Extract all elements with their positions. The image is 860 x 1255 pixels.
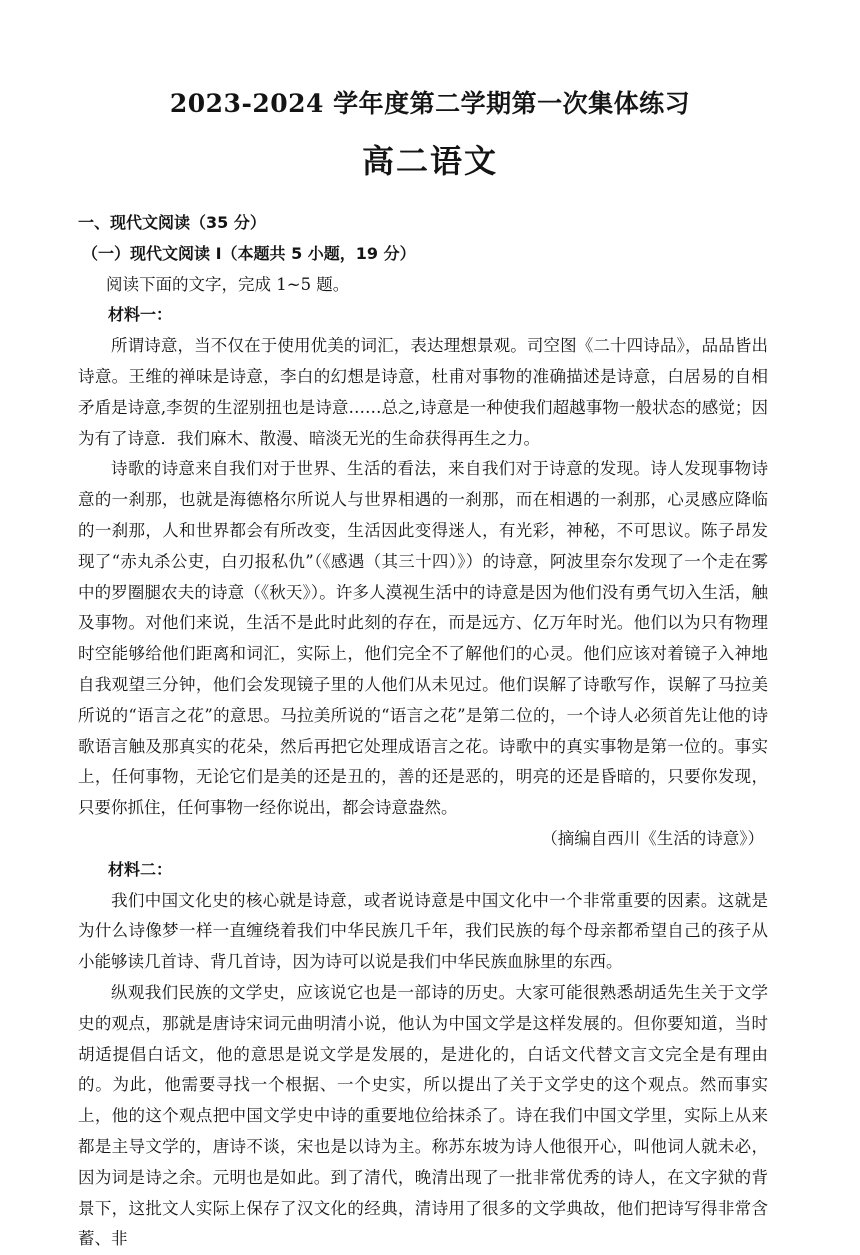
subsection-heading: （一）现代文阅读 I（本题共 5 小题，19 分） [82,243,416,263]
material1-label: 材料一： [108,305,173,325]
material1-paragraph-1: 所谓诗意，当不仅在于使用优美的词汇，表达理想景观。司空图《二十四诗品》，品品皆出诗意。王维的禅味是诗意，李白的幻想是诗意，杜甫对事物的准确描述是诗意，白居易的自相矛盾是诗意,李贺的生涩别扭也是诗意……总之,诗意是一种使我们超越事物一般状态的感觉；因为有了诗意．我们麻木、散漫、暗淡无光的生命获得再生之力。 [78,336,768,448]
material2-paragraph-2: 纵观我们民族的文学史，应该说它也是一部诗的历史。大家可能很熟悉胡适先生关于文学史的观点，那就是唐诗宋词元曲明清小说，他认为中国文学是这样发展的。但你要知道，当时胡适提倡白话文，他的意思是说文学是发展的，是进化的，白话文代替文言文完全是有理由的。为此，他需要寻找一个根据、一个史实，所以提出了关于文学史的这个观点。然而事实上，他的这个观点把中国文学史中诗的重要地位给抹杀了。诗在我们中国文学里，实际上从来都是主导文学的，唐诗不谈，宋也是以诗为主。称苏东坡为诗人他很开心，叫他词人就未必，因为词是诗之余。元明也是如此。到了清代，晚清出现了一批非常优秀的诗人，在文字狱的背景下，这批文人实际上保存了汉文化的经典，清诗用了很多的文学典故，他们把诗写得非常含蓄、非 [78,982,768,1249]
material1-source: （摘编自西川《生活的诗意》） [541,828,764,848]
material1-paragraph-2: 诗歌的诗意来自我们对于世界、生活的看法，来自我们对于诗意的发现。诗人发现事物诗意的一刹那，也就是海德格尔所说人与世界相遇的一刹那，而在相遇的一刹那，心灵感应降临的一刹那，人和世界都会有所改变，生活因此变得迷人，有光彩，神秘，不可思议。陈子昂发现了“赤丸杀公吏，白刃报私仇”（《感遇（其三十四）》）的诗意，阿波里奈尔发现了一个走在雾中的罗圈腿农夫的诗意（《秋天》）。许多人漠视生活中的诗意是因为他们没有勇气切入生活，触及事物。对他们来说，生活不是此时此刻的存在，而是远方、亿万年时光。他们以为只有物理时空能够给他们距离和词汇，实际上，他们完全不了解他们的心灵。他们应该对着镜子入神地自我观望三分钟，他们会发现镜子里的人他们从未见过。他们误解了诗歌写作，误解了马拉美所说的“语言之花”的意思。马拉美所说的“语言之花”是第二位的，一个诗人必须首先让他的诗歌语言触及那真实的花朵，然后再把它处理成语言之花。诗歌中的真实事物是第一位的。事实上，任何事物，无论它们是美的还是丑的，善的还是恶的，明亮的还是昏暗的，只要你发现，只要你抓住，任何事物一经你说出，都会诗意盎然。 [78,459,768,818]
material2-label: 材料二： [108,859,173,879]
material2-paragraph-1: 我们中国文化史的核心就是诗意，或者说诗意是中国文化中一个非常重要的因素。这就是为什么诗像梦一样一直缠绕着我们中华民族几千年，我们民族的每个母亲都希望自己的孩子从小能够读几首诗、背几首诗，因为诗可以说是我们中华民族血脉里的东西。 [78,890,768,972]
document-body [78,208,768,1255]
instruction-text: 阅读下面的文字，完成 1~5 题。 [106,274,350,294]
subject-title: 高二语文 [361,142,498,180]
exam-title: 2023-2024 学年度第二学期第一次集体练习 [169,89,691,118]
section-heading: 一、现代文阅读（35 分） [78,213,266,232]
